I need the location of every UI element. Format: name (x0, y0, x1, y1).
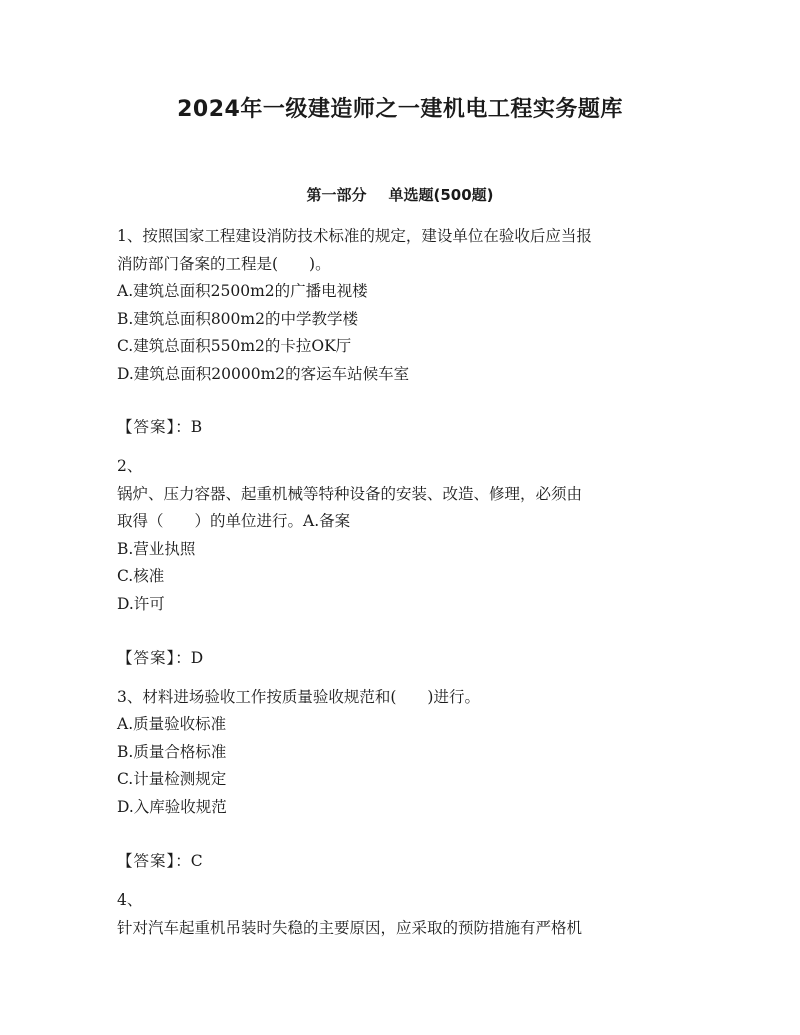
question-4-number: 4、 (117, 891, 143, 909)
answer-label: 【答案】 (117, 418, 176, 436)
question-3-stem-line-1: 3、材料进场验收工作按质量验收规范和( )进行。 (117, 688, 480, 706)
question-1-option-d: D.建筑总面积20000m2的客运车站候车室 (117, 365, 410, 383)
question-3-option-c: C.计量检测规定 (117, 770, 227, 788)
question-2-stem-line-1: 锅炉、压力容器、起重机械等特种设备的安装、改造、修理，必须由 (117, 485, 583, 503)
question-1-answer (117, 417, 202, 437)
question-2-option-d: D.许可 (117, 595, 165, 613)
section-heading (0, 184, 800, 205)
question-1-option-c: C.建筑总面积550m2的卡拉OK厅 (117, 337, 352, 355)
section-part: 第一部分 (306, 186, 367, 204)
answer-value: ：B (175, 418, 203, 436)
question-2-stem-line-2: 取得（ ）的单位进行。A.备案 (117, 512, 351, 530)
question-2-option-b: B.营业执照 (117, 540, 196, 558)
question-3-option-b: B.质量合格标准 (117, 743, 227, 761)
question-3-option-a: A.质量验收标准 (117, 715, 227, 733)
answer-value: ：D (175, 649, 204, 667)
question-2-option-c: C.核准 (117, 567, 165, 585)
answer-label: 【答案】 (117, 649, 176, 667)
answer-label: 【答案】 (117, 852, 176, 870)
question-1-option-b: B.建筑总面积800m2的中学教学楼 (117, 310, 358, 328)
question-1-stem-line-2: 消防部门备案的工程是( )。 (117, 255, 331, 273)
question-3-answer (117, 851, 203, 871)
question-1-stem-line-1: 1、按照国家工程建设消防技术标准的规定，建设单位在验收后应当报 (117, 227, 592, 245)
question-4-stem-line-1: 针对汽车起重机吊装时失稳的主要原因，应采取的预防措施有严格机 (117, 919, 583, 937)
document-title: 2024年一级建造师之一建机电工程实务题库 (177, 97, 623, 122)
question-3-option-d: D.入库验收规范 (117, 798, 227, 816)
answer-value: ：C (175, 852, 203, 870)
question-1-option-a: A.建筑总面积2500m2的广播电视楼 (117, 282, 368, 300)
section-name: 单选题(500题) (388, 186, 494, 204)
question-2-answer (117, 648, 203, 668)
question-2-number: 2、 (117, 457, 143, 475)
